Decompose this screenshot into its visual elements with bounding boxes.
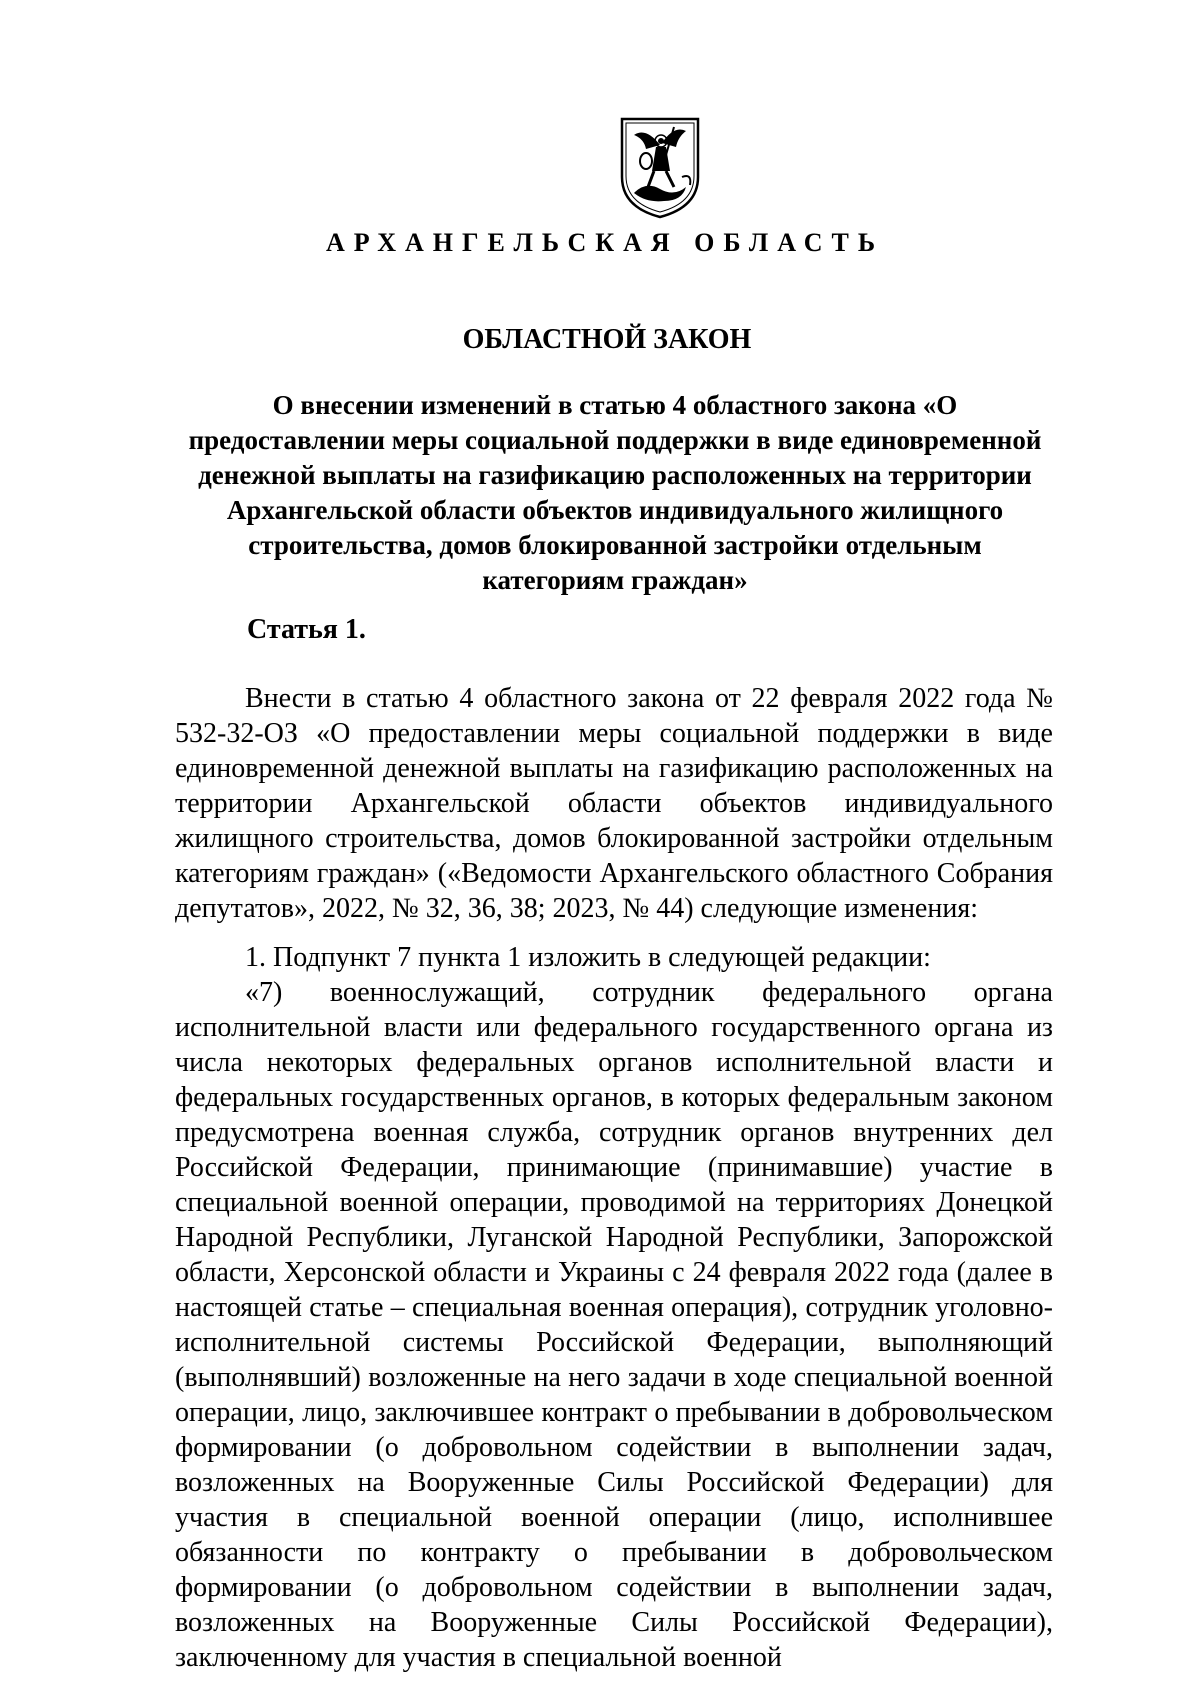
article-intro-paragraph: Внести в статью 4 областного закона от 22 февраля 2022 года № 532-32-ОЗ «О предоставлении меры социальной поддержки в виде единовременной денежной выплаты на газификацию расположенных на территории Архангельской области объектов индивидуального жилищного строительства, домов блокированной застройки отдельным категориям граждан» («Ведомости Архангельского областного Собрания депутатов», 2022, № 32, 36, 38; 2023, № 44) следующие изменения:: [175, 683, 1053, 924]
article-heading: Статья 1.: [247, 614, 366, 645]
law-title: О внесении изменений в статью 4 областного закона «О предоставлении меры социальной поддержки в виде единовременной денежной выплаты на газификацию расположенных на территории Архангельской области объектов индивидуального жилищного строительства, домов блокированной застройки отдельным категориям граждан»: [188, 390, 1042, 595]
item-1-paragraph: 1. Подпункт 7 пункта 1 изложить в следующей редакции:: [245, 942, 931, 973]
coat-of-arms-icon: [616, 115, 704, 220]
item-1-text-paragraph: «7) военнослужащий, сотрудник федерального органа исполнительной власти или федерального государственного органа из числа некоторых федеральных органов исполнительной власти и федеральных государственных органов, в которых федеральным законом предусмотрена военная служба, сотрудник органов внутренних дел Российской Федерации, принимающие (принимавшие) участие в специальной военной операции, проводимой на территориях Донецкой Народной Республики, Луганской Народной Республики, Запорожской области, Херсонской области и Украины с 24 февраля 2022 года (далее в настоящей статье – специальная военная операция), сотрудник уголовно-исполнительной системы Российской Федерации, выполняющий (выполнявший) возложенные на него задачи в ходе специальной военной операции, лицо, заключившее контракт о пребывании в добровольческом формировании (о добровольном содействии в выполнении задач, возложенных на Вооруженные Силы Российской Федерации) для участия в специальной военной операции (лицо, исполнившее обязанности по контракту о пребывании в добровольческом формировании (о добровольном содействии в выполнении задач, возложенных на Вооруженные Силы Российской Федерации), заключенному для участия в специальной военной: [175, 977, 1053, 1673]
law-type: ОБЛАСТНОЙ ЗАКОН: [462, 324, 752, 355]
region-name: АРХАНГЕЛЬСКАЯ ОБЛАСТЬ: [325, 228, 885, 257]
